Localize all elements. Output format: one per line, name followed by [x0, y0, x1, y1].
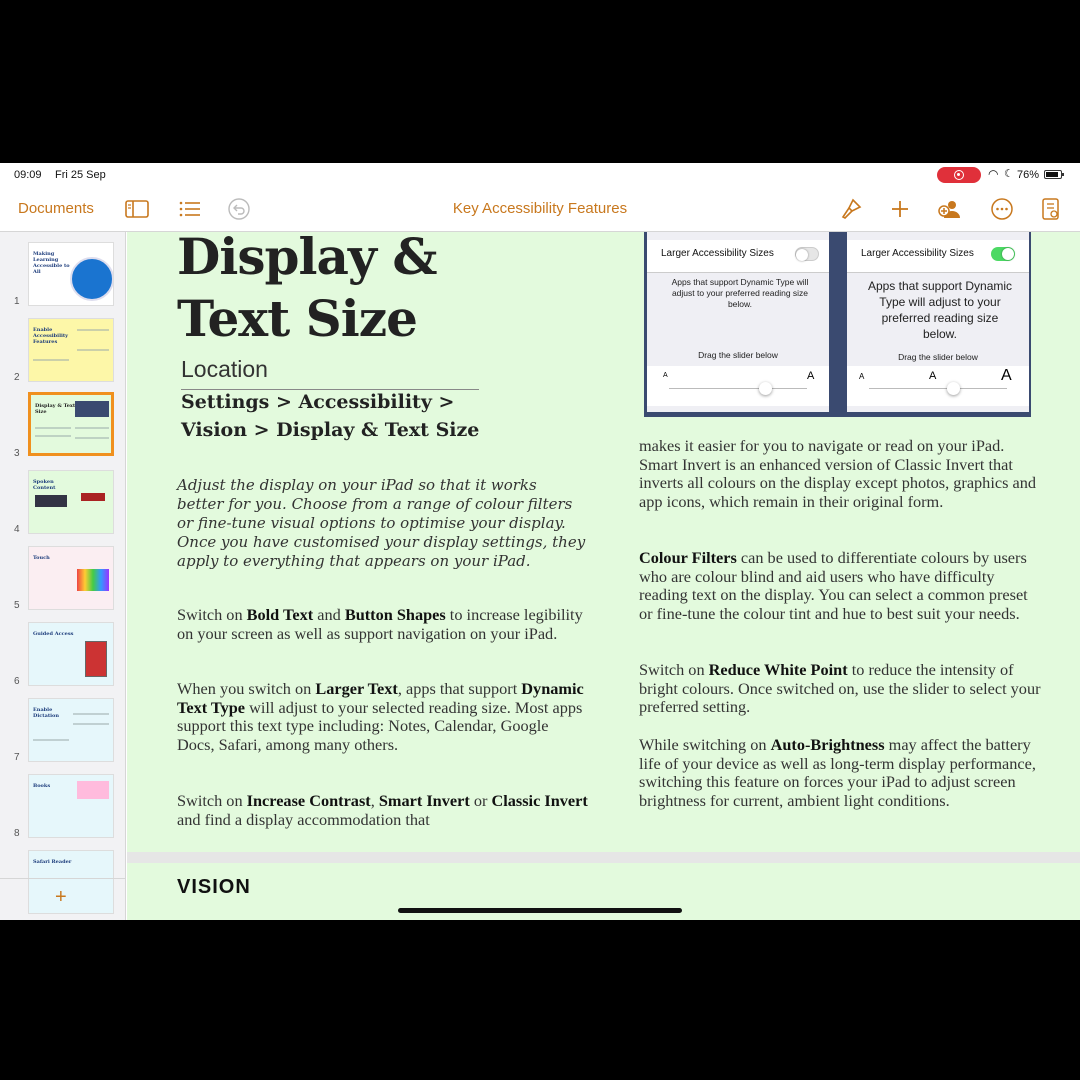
setting-label: Larger Accessibility Sizes [661, 248, 774, 259]
document-page [127, 232, 1080, 852]
slide-number: 7 [14, 752, 20, 763]
format-brush-icon[interactable] [839, 197, 863, 221]
sidebar-divider [0, 878, 126, 879]
settings-path-line-1: Settings > Accessibility > [181, 391, 455, 413]
ipad-screen [0, 163, 1080, 920]
slide-number: 3 [14, 448, 20, 459]
home-indicator[interactable] [398, 908, 682, 913]
paragraph-larger-text: When you switch on Larger Text, apps that support Dynamic Text Type will adjust to your selected reading size. Most apps support this text type including: Notes, Calendar, Google Docs, Safari, among many others. [177, 679, 584, 754]
paragraph-bold-text: Switch on Bold Text and Button Shapes to increase legibility on your screen as well as support navigation on your iPad. [177, 605, 583, 643]
screenshot-panel-on [847, 232, 1029, 412]
slide-number: 8 [14, 828, 20, 839]
slide-thumbnail-7[interactable] [28, 698, 114, 762]
document-canvas[interactable] [127, 232, 1080, 920]
toolbar [0, 187, 1080, 231]
screenshot-panel-off [647, 232, 829, 412]
next-page-heading: VISION [177, 876, 251, 898]
more-icon[interactable] [990, 197, 1014, 221]
record-icon [954, 170, 964, 180]
slider-hint: Drag the slider below [898, 352, 978, 362]
text-size-slider: A A A [847, 366, 1029, 406]
slide-thumbnail-2[interactable] [28, 318, 114, 382]
page-title-line-1: Display & [177, 232, 437, 286]
wifi-icon: ◠ [988, 167, 999, 181]
thumbnail-title: Enable Dictation [33, 707, 60, 719]
slider-hint: Drag the slider below [698, 350, 778, 360]
intro-paragraph: Adjust the display on your iPad so that it works better for you. Choose from a range of colour filters or fine-tune visual options to optimise your display. Once you have customised your display settings, they apply to everything that appears on your iPad. [177, 476, 586, 570]
slide-thumbnail-4[interactable] [28, 470, 114, 534]
thumbnail-title: Safari Reader [33, 859, 72, 865]
slide-number: 2 [14, 372, 20, 383]
toggle-switch [991, 247, 1015, 261]
setting-description: Apps that support Dynamic Type will adjust to your preferred reading size below. [867, 279, 1013, 341]
page-title [177, 232, 436, 350]
slide-thumbnail-3[interactable] [28, 392, 114, 456]
slide-number: 4 [14, 524, 20, 535]
status-bar [0, 163, 1080, 187]
slide-number: 5 [14, 600, 20, 611]
accessibility-icon [70, 257, 114, 301]
battery-percent: 76% [1017, 169, 1040, 181]
slide-thumbnail-6[interactable] [28, 622, 114, 686]
slide-thumbnail-5[interactable] [28, 546, 114, 610]
text-size-slider: A A [647, 366, 829, 406]
screen-recording-indicator[interactable] [937, 167, 981, 183]
document-title: Key Accessibility Features [452, 200, 628, 217]
thumbnail-title: Making Learning Accessible to All [33, 251, 70, 275]
settings-path-line-2: Vision > Display & Text Size [181, 419, 480, 441]
location-label: Location [181, 356, 268, 382]
thumbnail-title: Enable Accessibility Features [33, 327, 69, 345]
status-time: 09:09 [14, 169, 42, 181]
paragraph-smart-invert: makes it easier for you to navigate or read on your iPad. Smart Invert is an enhanced version of Classic Invert that inverts all colours on the display except photos, graphics and app icons, which remain in their original form. [639, 436, 1036, 511]
slide-navigator [0, 232, 126, 920]
page-title-line-2: Text Size [177, 289, 417, 348]
paragraph-auto-brightness: While switching on Auto-Brightness may affect the battery life of your device as well as long-term display performance, switching this feature on forces your iPad to adjust screen brightness for current, ambient light conditions. [639, 735, 1036, 810]
slide-number: 6 [14, 676, 20, 687]
slide-thumbnail-8[interactable] [28, 774, 114, 838]
battery-icon [1044, 170, 1062, 179]
thumbnail-title: Spoken Content [33, 479, 56, 491]
document-view-icon[interactable] [1039, 197, 1063, 221]
thumbnail-title: Touch [33, 555, 50, 561]
thumbnail-title: Display & Text Size [35, 403, 76, 415]
setting-description: Apps that support Dynamic Type will adjust to your preferred reading size below. [671, 277, 809, 309]
toggle-switch [795, 247, 819, 261]
status-date: Fri 25 Sep [55, 169, 106, 181]
setting-label: Larger Accessibility Sizes [861, 248, 974, 259]
documents-button[interactable]: Documents [18, 200, 94, 217]
slide-thumbnail-1[interactable] [28, 242, 114, 306]
thumbnail-title: Guided Access [33, 631, 74, 637]
paragraph-colour-filters: Colour Filters can be used to differentiate colours by users who are colour blind and aid users who have difficulty reading text on the display. You can select a common preset or fine-tune the colour tint and hue to best suit your needs. [639, 548, 1028, 623]
settings-path [181, 388, 479, 444]
moon-icon: ☾ [1004, 168, 1014, 180]
add-slide-button[interactable]: + [55, 886, 67, 908]
paragraph-contrast: Switch on Increase Contrast, Smart Invert or Classic Invert and find a display accommodation that [177, 791, 588, 829]
slide-number: 1 [14, 296, 20, 307]
larger-text-settings-screenshot [644, 232, 1031, 417]
paragraph-white-point: Switch on Reduce White Point to reduce the intensity of bright colours. Once switched on, use the slider to select your preferred setting. [639, 660, 1041, 717]
add-icon[interactable] [888, 197, 912, 221]
collaborate-icon[interactable] [938, 197, 962, 221]
thumbnail-title: Books [33, 783, 51, 789]
slide-thumbnail-9[interactable] [28, 850, 114, 914]
